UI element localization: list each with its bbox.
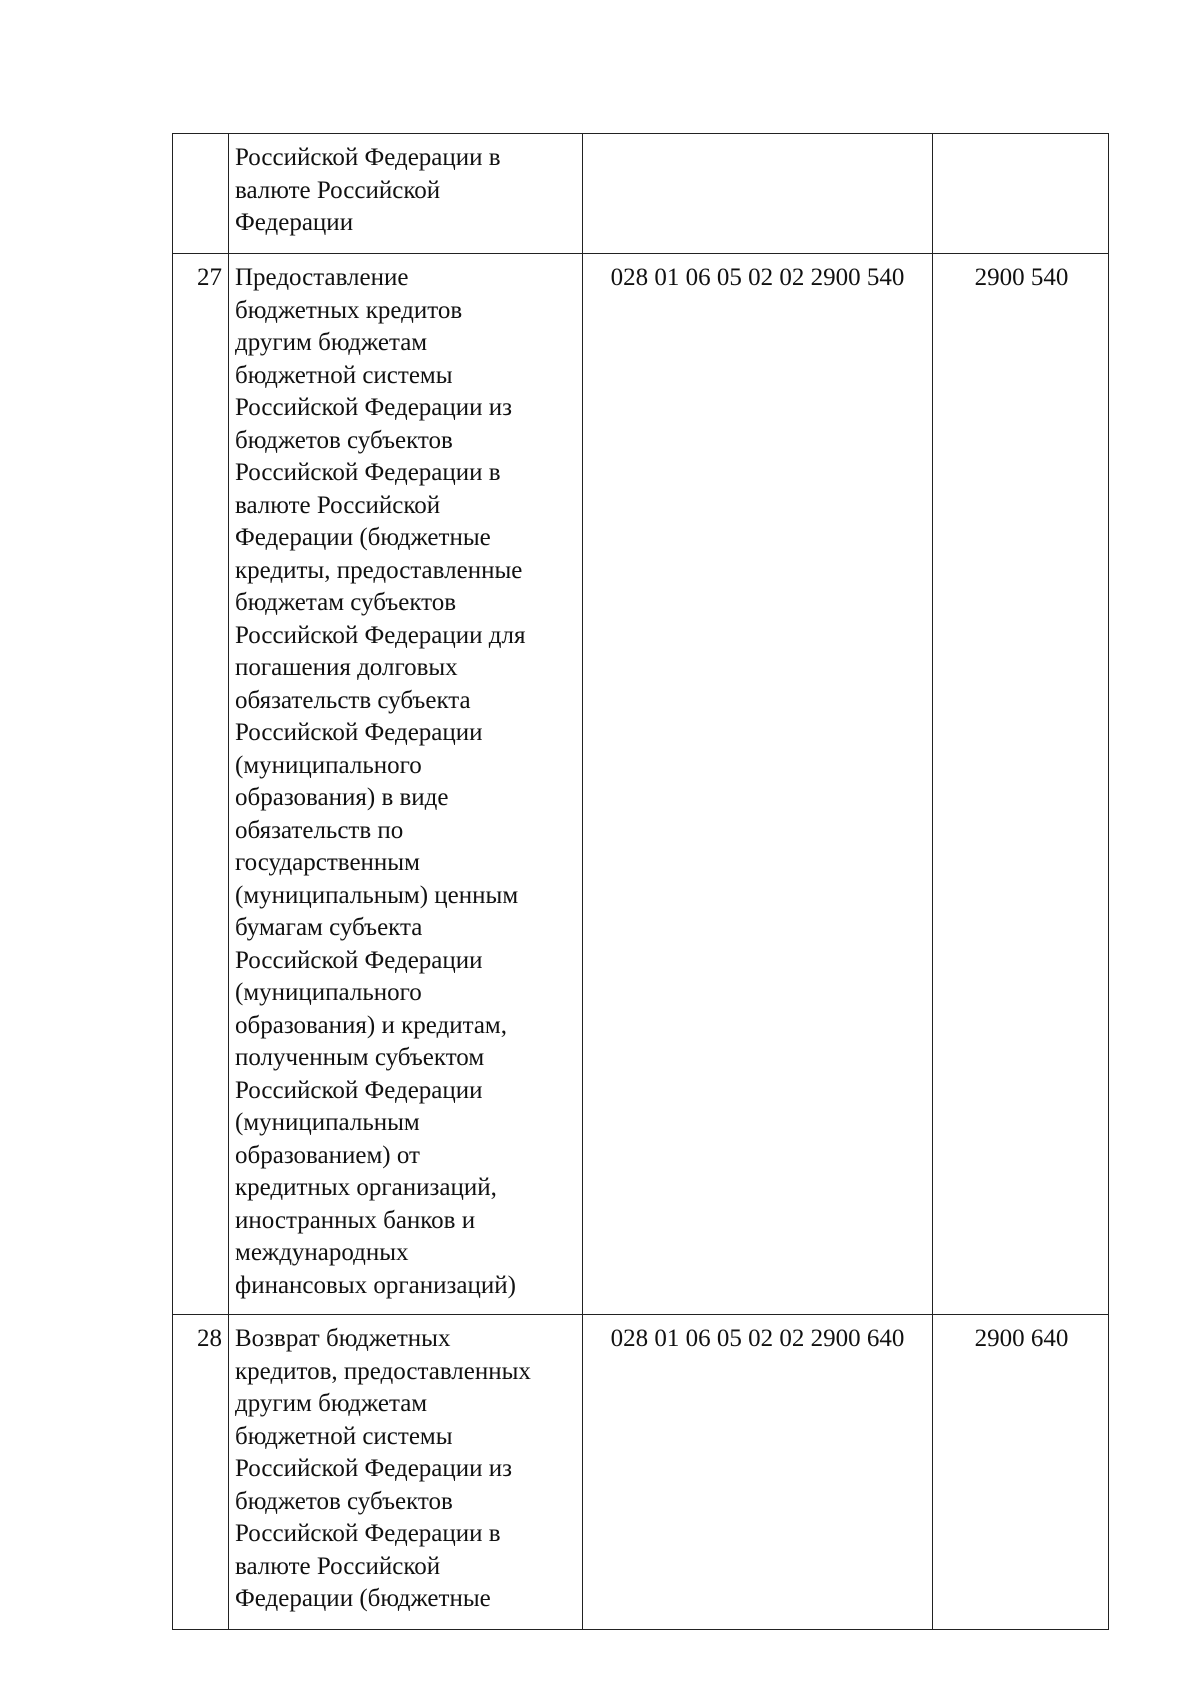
budget-classification-table bbox=[172, 133, 1109, 1630]
row-number-cell: 27 bbox=[173, 254, 229, 1315]
row-code-cell: 028 01 06 05 02 02 2900 540 bbox=[583, 254, 933, 1315]
row-value-cell bbox=[933, 134, 1109, 254]
row-value-cell: 2900 640 bbox=[933, 1315, 1109, 1630]
table-row bbox=[173, 254, 1109, 1315]
row-number-cell: 28 bbox=[173, 1315, 229, 1630]
row-code-cell bbox=[583, 134, 933, 254]
table-row bbox=[173, 134, 1109, 254]
row-code-cell: 028 01 06 05 02 02 2900 640 bbox=[583, 1315, 933, 1630]
row-name-cell: Российской Федерации в валюте Российской Федерации bbox=[229, 134, 583, 254]
row-name-cell: Предоставление бюджетных кредитов другим бюджетам бюджетной системы Российской Федерации из бюджетов субъектов Российской Федерации в валюте Российской Федерации (бюджетные кредиты, предоставленные бюджетам субъектов Российской Федерации для погашения долговых обязательств субъекта Российской Федерации (муниципального образования) в виде обязательств по государственным (муниципальным) ценным бумагам субъекта Российской Федерации (муниципального образования) и кредитам, полученным субъектом Российской Федерации (муниципальным образованием) от кредитных организаций, иностранных банков и международных финансовых организаций) bbox=[229, 254, 583, 1315]
row-number-cell bbox=[173, 134, 229, 254]
row-value-cell: 2900 540 bbox=[933, 254, 1109, 1315]
row-name-cell: Возврат бюджетных кредитов, предоставленных другим бюджетам бюджетной системы Российской Федерации из бюджетов субъектов Российской Федерации в валюте Российской Федерации (бюджетные bbox=[229, 1315, 583, 1630]
table-row bbox=[173, 1315, 1109, 1630]
